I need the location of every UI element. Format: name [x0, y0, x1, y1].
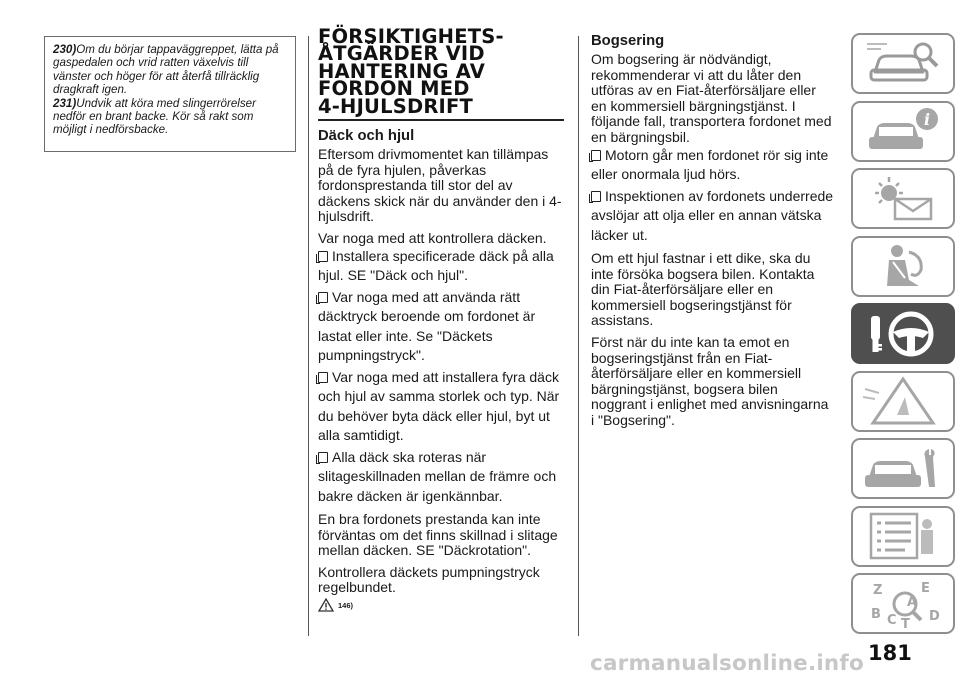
warning-triangle-icon	[318, 598, 334, 612]
paragraph: Kontrollera däckets pumpningstryck regelbundet.	[318, 563, 540, 596]
warning-item-231	[53, 97, 289, 137]
svg-text:i: i	[923, 110, 931, 129]
warning-item-230	[53, 43, 289, 97]
list-item: Alla däck ska roteras när slitageskillnaden mellan de främre och bakre däcken är igenkännbar.	[318, 448, 557, 504]
paragraph: Om ett hjul fastnar i ett dike, ska du inte försöka bogsera bilen. Kontakta din Fiat-återförsäljare eller en kommersiell bogseringstjänst för assistans.	[591, 250, 815, 329]
list-item: Var noga med att använda rätt däcktryck beroende om fordonet är lastat eller inte. Se "Däckets pumpningstryck".	[318, 288, 536, 364]
tab-emergencies[interactable]	[851, 371, 955, 432]
warning-lights-icon	[857, 173, 949, 225]
car-maintenance-icon	[857, 443, 949, 495]
warning-number: 230)	[53, 43, 77, 56]
paragraph: Var noga med att kontrollera däcken.	[318, 230, 547, 246]
chapter-tabs	[851, 33, 957, 641]
tab-dashboard[interactable]	[851, 101, 955, 162]
list-item: Inspektionen av fordonets underrede avslöjar att olja eller en annan vätska läcker ut.	[591, 187, 834, 243]
car-magnifier-icon	[857, 38, 949, 90]
index-letter: D	[929, 608, 940, 624]
index-letter: T	[901, 616, 910, 630]
airbag-seat-icon	[857, 240, 949, 292]
checkbox-bullet-icon	[318, 292, 328, 303]
car-info-icon	[857, 105, 949, 157]
checkbox-bullet-icon	[318, 251, 328, 262]
watermark: carmanualsonline.info	[590, 651, 864, 676]
warning-text: Om du börjar tappaväggreppet, lätta på gaspedalen och vrid ratten växelvis till vänster och höger för att återfå tillräcklig dragkraft igen.	[53, 43, 279, 97]
column-divider	[308, 36, 309, 636]
checkbox-bullet-icon	[318, 372, 328, 383]
warning-reference	[318, 598, 564, 612]
warning-text: Undvik att köra med slingerrörelser nedför en brant backe. Kör så rakt som möjligt i nedförsbacke.	[53, 96, 256, 137]
warning-number: 231)	[53, 96, 77, 110]
reference-number: 146)	[338, 600, 354, 610]
paragraph: En bra fordonets prestanda kan inte förväntas om det finns skillnad i slitage mellan däcken. SE "Däckrotation".	[318, 511, 558, 559]
index-letter: A	[907, 594, 918, 610]
index-letter: C	[887, 612, 897, 628]
tab-warning-lights[interactable]	[851, 168, 955, 229]
title-underline	[318, 119, 564, 121]
column-divider	[578, 36, 579, 636]
paragraph: Om bogsering är nödvändigt, rekommenderar vi att du låter den utföras av en Fiat-återförsäljare eller en kommersiell bärgningstjänst. I följande fall, transportera fordonet med en bärgningsbil.	[591, 51, 832, 145]
checkbox-bullet-icon	[591, 150, 601, 161]
list-item: Motorn går men fordonet rör sig inte eller onormala ljud hörs.	[591, 146, 829, 183]
specifications-list-icon	[857, 510, 949, 562]
section-heading-tires: Däck och hjul	[318, 128, 415, 145]
chapter-title: FÖRSIKTIGHETS- ÅTGÄRDER VID HANTERING AV FORDON MED 4-HJULSDRIFT	[318, 25, 504, 118]
tab-maintenance[interactable]	[851, 438, 955, 499]
paragraph: Först när du inte kan ta emot en bogseringstjänst från en Fiat-återförsäljare eller en kommersiell bärgningstjänst, bogsera bilen noggrant i enlighet med anvisningarna i "Bogsering".	[591, 334, 829, 428]
steering-wheel-key-icon	[857, 308, 949, 360]
index-alphabet-icon	[857, 578, 949, 630]
index-letter: E	[921, 580, 930, 596]
checkbox-bullet-icon	[591, 191, 601, 202]
index-letter: B	[871, 606, 881, 622]
right-column	[591, 32, 835, 435]
warning-box	[44, 36, 296, 152]
checkbox-bullet-icon	[318, 452, 328, 463]
list-item: Installera specificerade däck på alla hjul. SE "Däck och hjul".	[318, 247, 554, 284]
paragraph: Eftersom drivmomentet kan tillämpas på de fyra hjulen, påverkas fordonsprestanda till stor del av däckens skick när du använder den i 4-hjulsdrift.	[318, 146, 562, 225]
page-number: 181	[868, 641, 912, 665]
warning-triangle-icon	[857, 375, 949, 427]
tab-getting-to-know[interactable]	[851, 33, 955, 94]
tab-index[interactable]	[851, 573, 955, 634]
tab-safety[interactable]	[851, 236, 955, 297]
section-heading-towing: Bogsering	[591, 33, 665, 49]
index-letter: Z	[873, 582, 883, 598]
list-item: Var noga med att installera fyra däck och hjul av samma storlek och typ. När du behöver byta däck eller hjul, byt ut alla samtidigt.	[318, 368, 560, 444]
middle-column	[318, 25, 564, 612]
tab-starting-driving[interactable]	[851, 303, 955, 364]
tab-technical-data[interactable]	[851, 506, 955, 567]
